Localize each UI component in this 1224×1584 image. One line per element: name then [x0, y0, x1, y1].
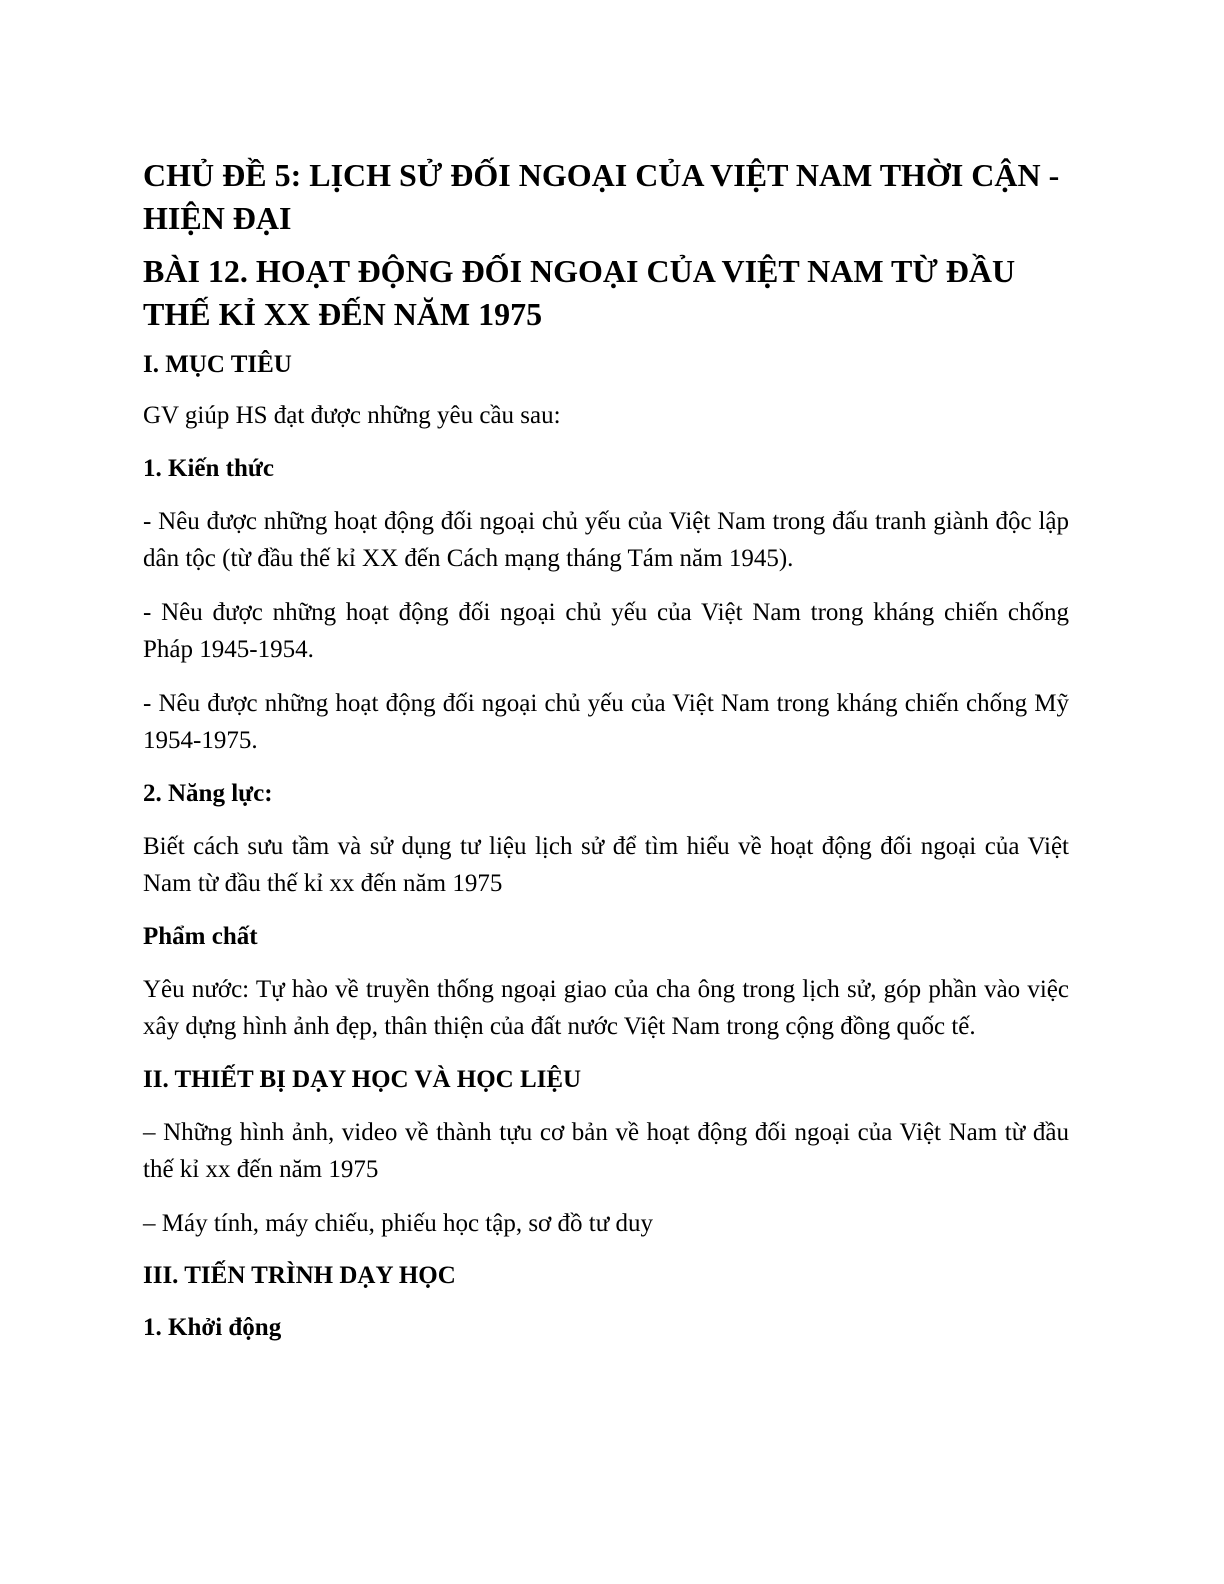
objectives-intro: GV giúp HS đạt được những yêu cầu sau: [143, 402, 561, 429]
quality-text: Yêu nước: Tự hào về truyền thống ngoại giao của cha ông trong lịch sử, góp phần vào việc xây dựng hình ảnh đẹp, thân thiện của đất nước Việt Nam trong cộng đồng quốc tế. [143, 975, 1069, 1040]
section-heading-equipment: II. THIẾT BỊ DẠY HỌC VÀ HỌC LIỆU [143, 1065, 582, 1093]
knowledge-item: - Nêu được những hoạt động đối ngoại chủ yếu của Việt Nam trong kháng chiến chống Mỹ 1954-1975. [143, 689, 1069, 754]
competence-heading: 2. Năng lực: [143, 779, 273, 807]
section-heading-objectives: I. MỤC TIÊU [143, 351, 292, 378]
lesson-title: BÀI 12. HOẠT ĐỘNG ĐỐI NGOẠI CỦA VIỆT NAM TỪ ĐẦU THẾ KỈ XX ĐẾN NĂM 1975 [143, 253, 1016, 332]
document-page [143, 150, 1069, 1346]
knowledge-item: - Nêu được những hoạt động đối ngoại chủ yếu của Việt Nam trong kháng chiến chống Pháp 1945-1954. [143, 598, 1069, 663]
equipment-item: – Máy tính, máy chiếu, phiếu học tập, sơ đồ tư duy [143, 1209, 654, 1237]
competence-text: Biết cách sưu tầm và sử dụng tư liệu lịch sử để tìm hiểu về hoạt động đối ngoại của Việt Nam từ đầu thế kỉ xx đến năm 1975 [143, 832, 1069, 897]
equipment-item: – Những hình ảnh, video về thành tựu cơ bản về hoạt động đối ngoại của Việt Nam từ đầu thế kỉ xx đến năm 1975 [143, 1118, 1069, 1183]
knowledge-heading: 1. Kiến thức [143, 454, 274, 482]
warmup-heading: 1. Khởi động [143, 1314, 282, 1341]
quality-heading: Phẩm chất [143, 922, 258, 950]
knowledge-item: - Nêu được những hoạt động đối ngoại chủ yếu của Việt Nam trong đấu tranh giành độc lập dân tộc (từ đầu thế kỉ XX đến Cách mạng tháng Tám năm 1945). [143, 507, 1069, 572]
section-heading-process: III. TIẾN TRÌNH DẠY HỌC [143, 1262, 456, 1289]
topic-title: CHỦ ĐỀ 5: LỊCH SỬ ĐỐI NGOẠI CỦA VIỆT NAM THỜI CẬN - HIỆN ĐẠI [143, 157, 1060, 236]
